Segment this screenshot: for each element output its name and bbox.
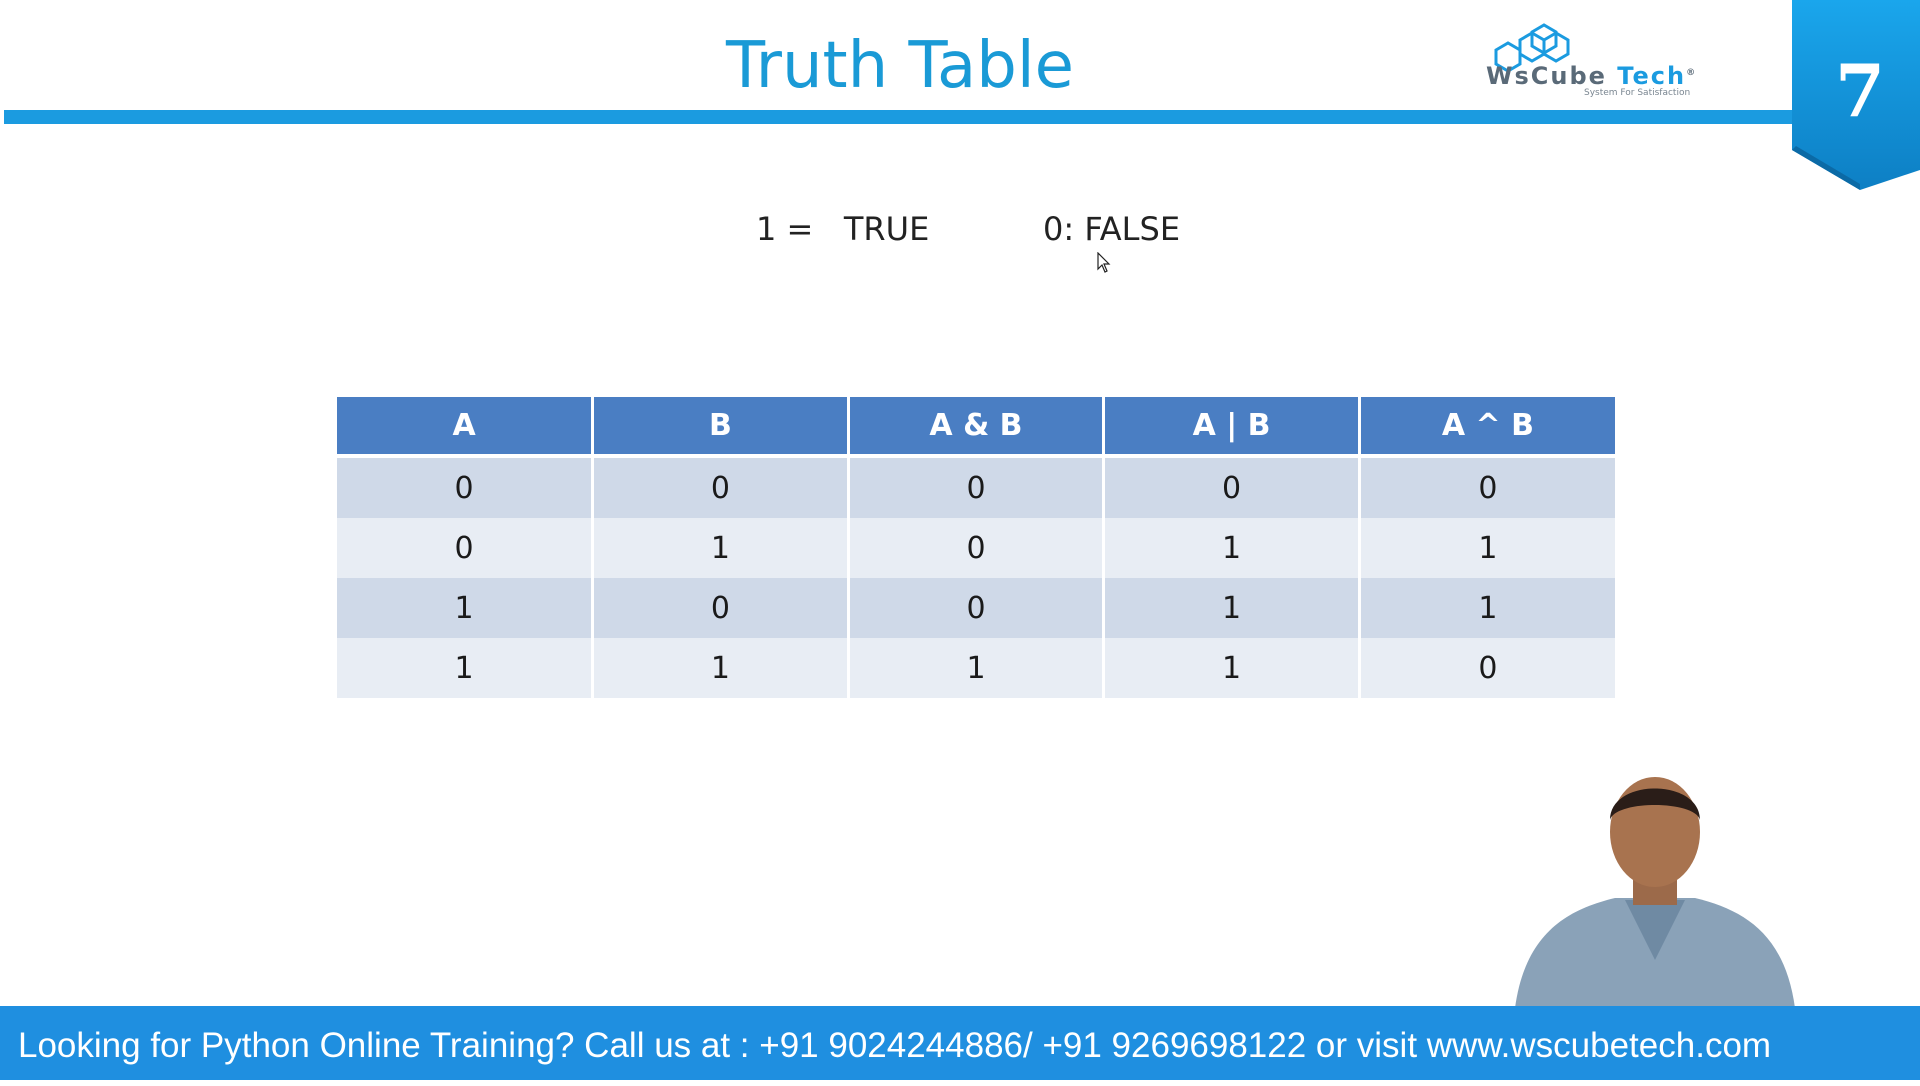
table-cell: 1 [1104, 518, 1360, 578]
slide-title: Truth Table [725, 29, 1075, 103]
table-cell: 0 [1359, 456, 1615, 518]
legend-false: 0: FALSE [1043, 210, 1181, 248]
table-cell: 0 [1359, 638, 1615, 698]
title-underline [4, 110, 1804, 124]
table-row [337, 518, 1615, 578]
table-header-row [337, 397, 1615, 456]
presenter-video [1505, 760, 1805, 1008]
table-cell: 0 [848, 578, 1104, 638]
legend-true: 1 = TRUE [756, 210, 930, 248]
table-row [337, 578, 1615, 638]
mouse-cursor-icon [1097, 252, 1111, 274]
table-cell: 0 [337, 456, 593, 518]
truth-table [337, 397, 1615, 698]
column-header: B [593, 397, 849, 456]
table-cell: 0 [593, 456, 849, 518]
column-header: A | B [1104, 397, 1360, 456]
table-cell: 1 [1359, 518, 1615, 578]
table-cell: 1 [593, 638, 849, 698]
table-cell: 0 [337, 518, 593, 578]
table-cell: 0 [848, 456, 1104, 518]
logo-wordmark [1486, 62, 1697, 90]
table-cell: 1 [337, 638, 593, 698]
table-cell: 0 [593, 578, 849, 638]
table-cell: 1 [593, 518, 849, 578]
table-cell: 1 [337, 578, 593, 638]
table-cell: 1 [1104, 638, 1360, 698]
table-cell: 0 [848, 518, 1104, 578]
table-cell: 1 [1104, 578, 1360, 638]
column-header: A [337, 397, 593, 456]
table-cell: 1 [848, 638, 1104, 698]
table-cell: 0 [1104, 456, 1360, 518]
table-row [337, 456, 1615, 518]
logo-name-part1: WsCube [1486, 62, 1607, 90]
promo-banner: Looking for Python Online Training? Call us at : +91 9024244886/ +91 9269698122 or visit www.wscubetech.com [0, 1006, 1920, 1080]
column-header: A & B [848, 397, 1104, 456]
page-number: 7 [1834, 48, 1886, 133]
table-row [337, 638, 1615, 698]
registered-mark: ® [1686, 68, 1698, 78]
logo-name-part2: Tech [1617, 62, 1687, 90]
column-header: A ^ B [1359, 397, 1615, 456]
logo-tagline: System For Satisfaction [1584, 88, 1691, 98]
table-cell: 1 [1359, 578, 1615, 638]
